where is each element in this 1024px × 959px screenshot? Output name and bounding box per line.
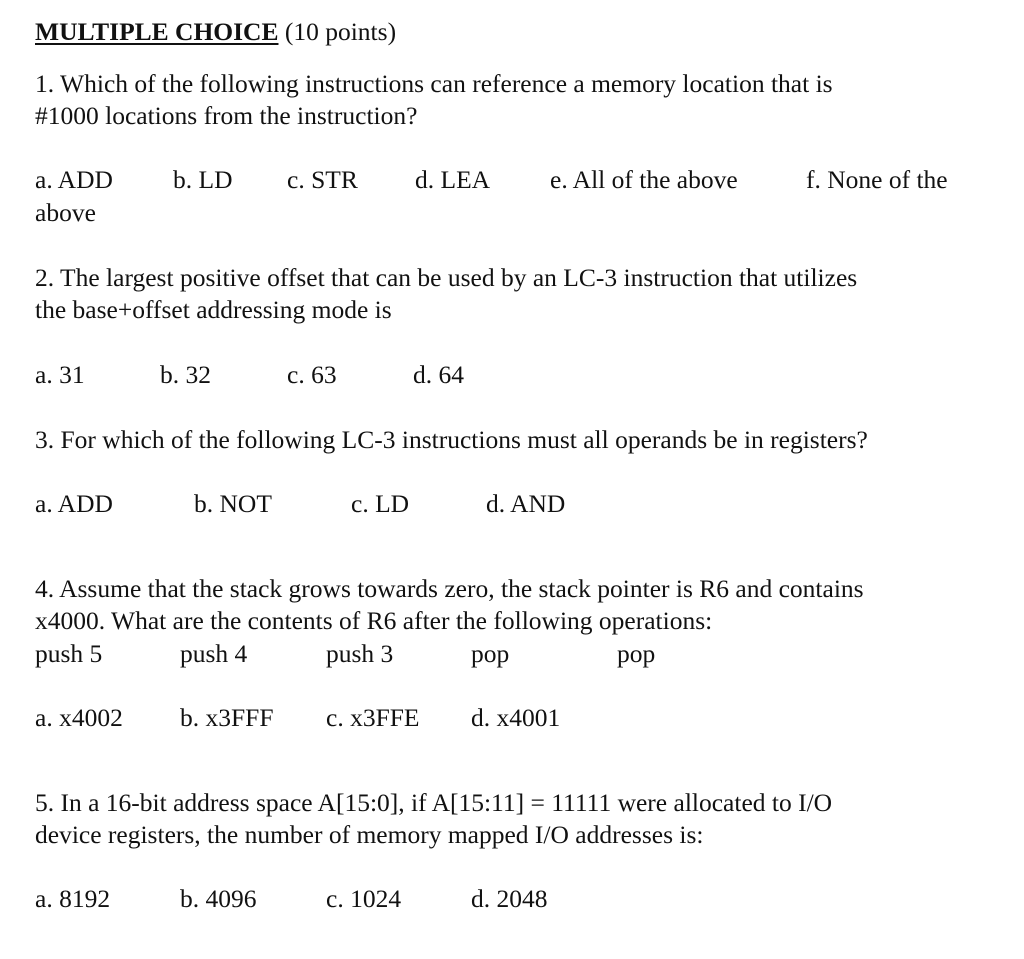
question-2-option-d[interactable]: d. 64 (413, 360, 464, 389)
question-4-option-d[interactable]: d. x4001 (471, 703, 561, 732)
question-4-option-b[interactable]: b. x3FFF (180, 703, 274, 732)
question-5-option-d[interactable]: d. 2048 (471, 884, 548, 913)
question-4-options (0, 702, 1024, 734)
question-2-option-c[interactable]: c. 63 (287, 360, 337, 389)
question-1-option-f-continuation: above (35, 198, 96, 227)
question-5-options (0, 883, 1024, 915)
question-1-option-d[interactable]: d. LEA (415, 165, 491, 194)
question-1-options (0, 164, 1024, 196)
question-4-text-line-1: 4. Assume that the stack grows towards zero, the stack pointer is R6 and contains (35, 574, 864, 603)
question-3-option-a[interactable]: a. ADD (35, 489, 113, 518)
question-1-option-f[interactable]: f. None of the (806, 165, 948, 194)
question-2-option-b[interactable]: b. 32 (160, 360, 211, 389)
question-4-operation-3: push 3 (326, 639, 394, 668)
question-2-text-line-2: the base+offset addressing mode is (35, 295, 392, 324)
question-5-option-c[interactable]: c. 1024 (326, 884, 402, 913)
question-5-text-line-2: device registers, the number of memory mapped I/O addresses is: (35, 820, 704, 849)
question-4-operation-4: pop (471, 639, 510, 668)
question-2-option-a[interactable]: a. 31 (35, 360, 85, 389)
question-4-operation-2: push 4 (180, 639, 248, 668)
section-heading (35, 16, 396, 48)
question-1-option-e[interactable]: e. All of the above (550, 165, 738, 194)
question-1-option-b[interactable]: b. LD (173, 165, 233, 194)
question-5-text-line-1: 5. In a 16-bit address space A[15:0], if A[15:11] = 11111 were allocated to I/O (35, 788, 833, 817)
section-points: (10 points) (278, 17, 397, 46)
question-1-option-c[interactable]: c. STR (287, 165, 358, 194)
question-2-options (0, 359, 1024, 391)
question-4-option-c[interactable]: c. x3FFE (326, 703, 420, 732)
question-1-text-line-1: 1. Which of the following instructions can reference a memory location that is (35, 69, 833, 98)
question-2-text-line-1: 2. The largest positive offset that can be used by an LC-3 instruction that utilizes (35, 263, 858, 292)
question-3-option-b[interactable]: b. NOT (194, 489, 272, 518)
question-3-options (0, 488, 1024, 520)
question-4-operations (0, 638, 1024, 670)
question-3-option-c[interactable]: c. LD (351, 489, 410, 518)
question-4-option-a[interactable]: a. x4002 (35, 703, 123, 732)
question-4-operation-1: push 5 (35, 639, 103, 668)
question-4-text-line-2: x4000. What are the contents of R6 after the following operations: (35, 606, 713, 635)
section-title: MULTIPLE CHOICE (35, 17, 279, 46)
question-1-option-a[interactable]: a. ADD (35, 165, 113, 194)
question-1-text-line-2: #1000 locations from the instruction? (35, 101, 418, 130)
question-3-text-line-1: 3. For which of the following LC-3 instructions must all operands be in registers? (35, 425, 868, 454)
question-3-option-d[interactable]: d. AND (486, 489, 566, 518)
question-5-option-b[interactable]: b. 4096 (180, 884, 257, 913)
question-5-option-a[interactable]: a. 8192 (35, 884, 111, 913)
question-4-operation-5: pop (617, 639, 656, 668)
